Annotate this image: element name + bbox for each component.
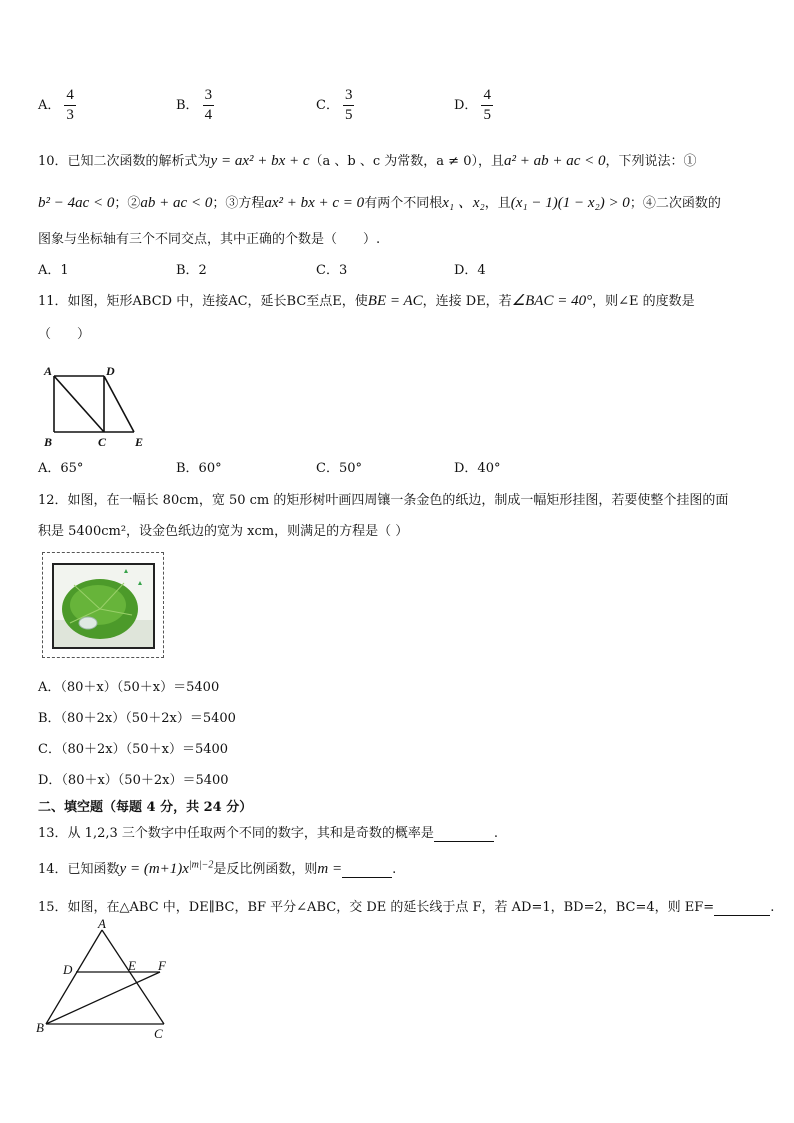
q11-line2: （ ） xyxy=(38,327,91,342)
q11-option-a: A．65° xyxy=(38,461,84,476)
q11-figure-rectangle xyxy=(36,360,156,450)
q10-text: 有两个不同根 xyxy=(364,196,443,211)
q11-line1 xyxy=(38,290,695,310)
q14-formula: y = (m+1)x xyxy=(119,861,189,877)
option-letter: D． xyxy=(454,98,478,113)
q9-option-b xyxy=(176,88,214,123)
q15-figure-triangle xyxy=(30,916,180,1042)
numerator: 4 xyxy=(481,88,493,106)
q14-text: 是反比例函数，则 xyxy=(213,862,318,877)
q9-option-c xyxy=(316,88,354,123)
q13-answer-blank[interactable] xyxy=(434,826,494,842)
q14-variable: m = xyxy=(317,861,343,877)
label-a: A xyxy=(98,916,106,931)
q10-line3: 图象与坐标轴有三个不同交点，其中正确的个数是（ ）. xyxy=(38,232,381,247)
segment-ac xyxy=(54,376,104,432)
fraction xyxy=(481,88,493,123)
numerator: 3 xyxy=(203,88,215,106)
q9-option-d xyxy=(454,88,493,123)
q15-text: 15．如图，在△ABC 中，DE∥BC，BF 平分∠ABC，交 DE 的延长线于点 F，若 AD=1，BD=2，BC=4，则 EF= xyxy=(38,900,715,915)
q11-option-c: C．50° xyxy=(316,461,362,476)
q10-statement-2: ab + ac < 0 xyxy=(140,195,213,211)
q14-answer-blank[interactable] xyxy=(342,862,392,878)
q10-formula: y = ax² + bx + c xyxy=(210,153,310,169)
q12-option-a: A．（80＋x）（50＋x）＝5400 xyxy=(38,680,220,695)
q10-option-d: D．4 xyxy=(454,263,486,278)
q14-text: 14．已知函数 xyxy=(38,862,120,877)
section-title-fill-in: 二、填空题（每题 4 分，共 24 分） xyxy=(38,800,253,815)
q10-text: （a 、b 、c 为常数，a ≠ 0），且 xyxy=(309,154,504,169)
q11-text: ，则∠E 的度数是 xyxy=(592,294,695,309)
q14-exponent: |m|−2 xyxy=(188,859,214,871)
q10-equation: ax² + bx + c = 0 xyxy=(264,195,365,211)
option-letter: A． xyxy=(38,98,61,113)
option-letter: B． xyxy=(176,98,199,113)
q11-text: 11．如图，矩形ABCD 中，连接AC，延长BC至点E，使 xyxy=(38,294,368,309)
leaf-icon xyxy=(54,565,153,647)
q10-option-c: C．3 xyxy=(316,263,348,278)
q14-line xyxy=(38,858,396,878)
denominator: 5 xyxy=(344,107,353,123)
label-b: B xyxy=(44,435,53,449)
q10-text: ；③方程 xyxy=(212,196,265,211)
leaf-painting-image xyxy=(52,563,155,649)
label-d: D xyxy=(63,962,73,977)
q11-text: ，连接 DE，若 xyxy=(422,294,512,309)
label-f: F xyxy=(158,958,166,973)
denominator: 3 xyxy=(66,107,74,123)
denominator: 5 xyxy=(483,107,491,123)
q11-formula: BE = AC xyxy=(367,293,423,309)
label-d: D xyxy=(106,364,115,378)
fraction xyxy=(343,88,355,123)
q13-line xyxy=(38,822,498,842)
q10-inequality: (x₁ − 1)(1 − x₂) > 0 xyxy=(510,195,630,211)
fraction xyxy=(64,88,76,123)
fraction xyxy=(203,88,215,123)
option-letter: C． xyxy=(316,98,339,113)
label-b: B xyxy=(36,1020,44,1035)
q10-option-b: B．2 xyxy=(176,263,207,278)
q10-text: ；④二次函数的 xyxy=(629,196,721,211)
q9-option-a xyxy=(38,88,76,123)
q10-condition: a² + ab + ac < 0 xyxy=(503,153,606,169)
q12-option-d: D．（80＋x）（50＋2x）＝5400 xyxy=(38,773,229,788)
label-e: E xyxy=(128,958,136,973)
q13-end: . xyxy=(493,826,499,841)
denominator: 4 xyxy=(204,107,213,123)
q15-line xyxy=(38,896,774,916)
q15-answer-blank[interactable] xyxy=(714,900,770,916)
label-e: E xyxy=(135,435,144,449)
q13-text: 13．从 1,2,3 三个数字中任取两个不同的数字，其和是奇数的概率是 xyxy=(38,826,434,841)
q12-option-c: C．（80＋2x）（50＋x）＝5400 xyxy=(38,742,229,757)
q10-statement-1: b² − 4ac < 0 xyxy=(38,195,115,211)
numerator: 4 xyxy=(64,88,76,106)
segment-ab xyxy=(46,930,102,1024)
numerator: 3 xyxy=(343,88,355,106)
segment-bf xyxy=(46,972,160,1024)
q10-text: ；② xyxy=(114,196,141,211)
q12-line2: 积是 5400cm²，设金色纸边的宽为 xcm，则满足的方程是（ ） xyxy=(38,524,409,539)
q11-option-d: D．40° xyxy=(454,461,501,476)
q11-angle: ∠BAC = 40° xyxy=(511,293,593,309)
q15-end: . xyxy=(770,900,775,915)
q14-end: . xyxy=(392,862,397,877)
label-c: C xyxy=(154,1026,163,1041)
q12-option-b: B．（80＋2x）（50＋2x）＝5400 xyxy=(38,711,236,726)
q10-line2 xyxy=(38,191,721,212)
q10-option-a: A．1 xyxy=(38,263,69,278)
q12-line1: 12．如图，在一幅长 80cm，宽 50 cm 的矩形树叶画四周镶一条金色的纸边，制成一幅矩形挂图，若要使整个挂图的面 xyxy=(38,493,729,508)
segment-ac xyxy=(102,930,164,1024)
q10-text: ，且 xyxy=(484,196,511,211)
q10-text: ，下列说法：① xyxy=(605,154,697,169)
q11-option-b: B．60° xyxy=(176,461,222,476)
q10-text: 10．已知二次函数的解析式为 xyxy=(38,154,211,169)
q10-roots: x₁ 、x₂ xyxy=(442,195,485,211)
q10-line1 xyxy=(38,150,697,170)
label-a: A xyxy=(44,364,53,378)
label-c: C xyxy=(98,435,107,449)
segment-de xyxy=(104,376,134,432)
